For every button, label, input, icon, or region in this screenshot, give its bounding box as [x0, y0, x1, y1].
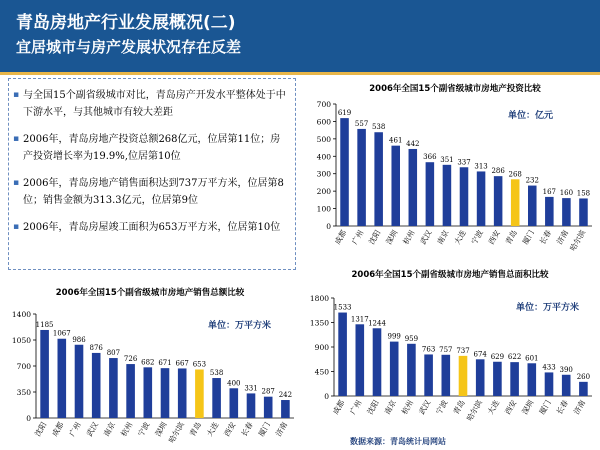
bullet-marker-icon: ▪	[13, 178, 20, 188]
bullet-marker-icon: ▪	[13, 134, 20, 144]
chart-plot	[302, 264, 598, 450]
x-tick-label: 青岛	[451, 398, 467, 416]
bullet-text: 2006年，青岛房屋竣工面积为653万平方米，位居第10位	[23, 222, 281, 233]
bar-哈尔滨	[476, 359, 485, 396]
bar-西安	[494, 176, 503, 226]
data-label: 1067	[52, 329, 71, 338]
data-label: 682	[141, 358, 155, 367]
data-label: 366	[423, 153, 437, 162]
bullet-item	[13, 131, 289, 165]
data-label: 622	[507, 353, 522, 362]
x-tick-label: 深圳	[384, 228, 400, 246]
x-tick-label: 成都	[331, 398, 347, 416]
x-tick-label: 西安	[503, 398, 519, 416]
x-tick-label: 广州	[350, 228, 366, 246]
x-tick-label: 济南	[273, 420, 290, 438]
bullet-text: 2006年，青岛房地产投资总额268亿元，位居第11位；房产投资增长率为19.9%,位居第10位	[23, 134, 281, 162]
data-label: 167	[542, 187, 557, 196]
bar-厦门	[528, 186, 537, 226]
y-tick-label: 450	[314, 367, 329, 377]
x-tick-label: 深圳	[153, 420, 169, 438]
y-tick-label: 0	[324, 392, 329, 401]
bullet-text: 与全国15个副省级城市对比，青岛房产开发水平整体处于中下游水平，与其他城市有较大差距	[23, 90, 286, 118]
x-tick-label: 厦门	[520, 228, 536, 246]
y-tick-label: 500	[316, 134, 331, 144]
data-source-note: 数据来源：青岛统计局网站	[350, 437, 446, 446]
data-label: 726	[123, 355, 138, 364]
x-tick-label: 长春	[554, 398, 570, 416]
data-label: 959	[404, 334, 419, 343]
x-tick-label: 西安	[486, 228, 502, 246]
bar-宁波	[477, 171, 486, 226]
data-label: 538	[209, 369, 224, 378]
chart-plot	[312, 78, 598, 264]
data-label: 390	[559, 365, 573, 374]
bar-青岛	[511, 179, 520, 226]
x-tick-label: 成都	[332, 228, 349, 246]
data-label: 619	[337, 109, 352, 118]
bar-深圳	[161, 368, 170, 418]
bar-济南	[579, 382, 588, 396]
data-label: 160	[559, 189, 574, 198]
y-tick-label: 1350	[309, 318, 329, 328]
bar-杭州	[407, 344, 416, 396]
x-tick-label: 深圳	[520, 398, 536, 416]
data-label: 442	[406, 139, 420, 148]
x-tick-label: 沈阳	[365, 398, 381, 416]
data-label: 461	[389, 136, 403, 145]
chart-title: 2006年全国15个副省级城市房地产投资比较	[369, 84, 541, 94]
data-label: 876	[89, 343, 103, 352]
x-tick-label: 青岛	[187, 420, 204, 438]
data-label: 242	[278, 391, 293, 400]
y-tick-label: 700	[316, 100, 331, 109]
y-tick-label: 1050	[11, 336, 31, 345]
header-divider	[0, 72, 600, 75]
title-banner	[0, 0, 600, 72]
data-label: 313	[474, 162, 488, 171]
x-tick-label: 武汉	[418, 228, 434, 246]
chart-unit: 单位：万平方米	[516, 303, 580, 313]
bullet-text: 2006年，青岛房地产销售面积达到737万平方米，位居第8位；销售金额为313.3亿元，位居第9位	[23, 178, 284, 206]
bullet-marker-icon: ▪	[13, 222, 20, 232]
bar-杭州	[126, 364, 135, 418]
x-tick-label: 哈尔滨	[568, 228, 588, 253]
data-label: 763	[421, 345, 436, 354]
sales-amount-chart	[2, 280, 298, 450]
x-tick-label: 沈阳	[367, 228, 383, 246]
bullet-item	[13, 219, 289, 236]
data-label: 1185	[35, 320, 54, 329]
x-tick-label: 南京	[382, 398, 398, 416]
page-title: 青岛房地产行业发展概况(二)	[16, 13, 236, 33]
data-label: 999	[387, 332, 401, 341]
bar-武汉	[426, 162, 435, 226]
bullet-marker-icon: ▪	[13, 90, 20, 100]
bar-沈阳	[40, 330, 49, 418]
data-label: 653	[192, 360, 207, 369]
x-tick-label: 宁波	[469, 228, 485, 246]
x-tick-label: 宁波	[136, 420, 152, 438]
bar-广州	[75, 345, 84, 418]
bar-长春	[247, 393, 256, 418]
data-label: 671	[158, 359, 172, 368]
x-tick-label: 广州	[348, 398, 364, 416]
x-tick-label: 杭州	[119, 420, 135, 438]
sales-area-chart	[302, 264, 598, 450]
data-label: 674	[473, 350, 487, 359]
y-tick-label: 0	[26, 414, 31, 423]
data-label: 331	[244, 384, 258, 393]
bar-长春	[545, 197, 554, 226]
x-tick-label: 沈阳	[33, 420, 49, 438]
bar-济南	[562, 198, 571, 226]
data-label: 667	[175, 359, 189, 368]
x-tick-label: 长春	[537, 228, 554, 246]
y-tick-label: 700	[16, 362, 31, 371]
data-label: 1317	[350, 315, 369, 324]
bar-西安	[230, 388, 239, 418]
x-tick-label: 济南	[571, 398, 588, 416]
bar-哈尔滨	[579, 198, 588, 226]
data-label: 629	[490, 352, 505, 361]
x-tick-label: 济南	[554, 228, 571, 246]
bar-广州	[356, 324, 365, 396]
data-label: 737	[456, 346, 470, 355]
y-tick-label: 200	[316, 187, 331, 197]
y-tick-label: 1400	[11, 310, 31, 319]
data-label: 601	[525, 354, 539, 363]
data-label: 433	[542, 363, 556, 372]
bar-杭州	[409, 149, 418, 226]
bar-宁波	[442, 355, 451, 396]
chart-title: 2006年全国15个副省级城市房地产销售总额比较	[55, 288, 245, 298]
bar-广州	[357, 129, 366, 226]
data-label: 986	[72, 335, 86, 344]
data-label: 400	[227, 379, 241, 388]
x-tick-label: 长春	[239, 420, 255, 438]
bar-南京	[109, 358, 118, 418]
x-tick-label: 哈尔滨	[464, 398, 484, 423]
bar-大连	[212, 378, 221, 418]
x-tick-label: 大连	[452, 228, 468, 246]
bar-大连	[493, 362, 502, 396]
bar-青岛	[459, 356, 468, 396]
bar-成都	[338, 313, 347, 396]
data-label: 1244	[368, 319, 386, 328]
y-tick-label: 350	[16, 388, 31, 397]
chart-title: 2006年全国15个副省级城市房地产销售总面积比较	[351, 270, 549, 280]
x-tick-label: 武汉	[84, 420, 100, 438]
y-tick-label: 0	[326, 222, 331, 231]
x-tick-label: 大连	[205, 420, 221, 438]
chart-unit: 单位：万平方米	[208, 321, 272, 331]
data-label: 337	[457, 158, 471, 167]
data-label: 807	[106, 349, 121, 358]
x-tick-label: 厦门	[537, 398, 553, 416]
bar-济南	[281, 400, 290, 418]
bullet-item	[13, 87, 289, 121]
data-label: 268	[508, 170, 522, 179]
data-label: 287	[261, 387, 275, 396]
data-label: 538	[371, 123, 386, 132]
x-tick-label: 哈尔滨	[166, 420, 186, 445]
bar-成都	[58, 339, 67, 418]
x-tick-label: 南京	[435, 228, 451, 246]
chart-unit: 单位：亿元	[508, 111, 554, 121]
y-tick-label: 1800	[309, 294, 329, 303]
data-label: 260	[576, 372, 591, 381]
page-subtitle: 宜居城市与房产发展状况存在反差	[16, 38, 242, 56]
bar-沈阳	[373, 328, 382, 396]
x-tick-label: 厦门	[256, 420, 272, 438]
data-label: 557	[354, 119, 369, 128]
bar-西安	[510, 362, 519, 396]
summary-box	[8, 78, 296, 270]
x-tick-label: 宁波	[434, 398, 450, 416]
bar-厦门	[545, 372, 554, 396]
bar-沈阳	[374, 132, 383, 226]
y-tick-label: 300	[316, 169, 331, 179]
x-tick-label: 西安	[222, 420, 238, 438]
bar-青岛	[195, 369, 204, 418]
investment-chart	[312, 78, 598, 264]
bar-武汉	[424, 354, 433, 396]
data-label: 1533	[333, 303, 352, 312]
bar-深圳	[528, 363, 537, 396]
x-tick-label: 大连	[485, 398, 502, 416]
bar-哈尔滨	[178, 368, 187, 418]
chart-plot	[2, 280, 298, 450]
data-label: 286	[491, 167, 505, 176]
bar-深圳	[391, 146, 400, 226]
x-tick-label: 武汉	[417, 398, 433, 416]
y-tick-label: 100	[316, 204, 331, 214]
bar-宁波	[144, 367, 153, 418]
x-tick-label: 广州	[67, 420, 83, 438]
bar-厦门	[264, 397, 273, 418]
x-tick-label: 南京	[101, 420, 118, 438]
y-tick-label: 900	[314, 343, 329, 352]
bar-大连	[460, 167, 469, 226]
y-tick-label: 400	[316, 152, 331, 162]
y-tick-label: 600	[316, 117, 331, 127]
bullet-item	[13, 175, 289, 209]
x-tick-label: 青岛	[503, 228, 519, 246]
x-tick-label: 杭州	[399, 398, 416, 416]
bar-成都	[340, 118, 349, 226]
bar-南京	[390, 342, 399, 396]
bar-南京	[443, 165, 452, 226]
bar-长春	[562, 375, 571, 396]
x-tick-label: 成都	[50, 420, 66, 438]
data-label: 757	[439, 345, 453, 354]
data-label: 158	[576, 189, 591, 198]
data-label: 232	[525, 176, 539, 185]
data-label: 351	[440, 155, 454, 164]
x-tick-label: 杭州	[401, 228, 417, 246]
bar-武汉	[92, 353, 101, 418]
